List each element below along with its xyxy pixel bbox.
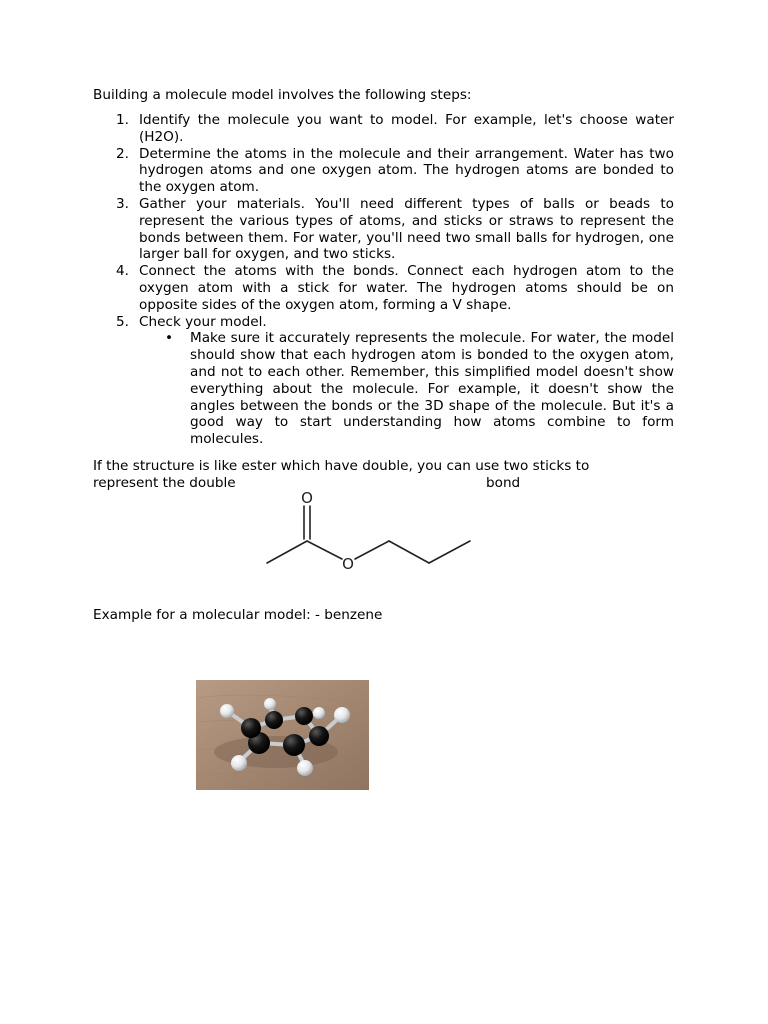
steps-list <box>93 112 674 448</box>
step-text: Check your model. <box>139 313 267 330</box>
step-item <box>93 263 674 313</box>
benzene-example-caption: Example for a molecular model: - benzene <box>93 607 383 623</box>
step-number: 5. <box>116 313 129 330</box>
step-text: Determine the atoms in the molecule and their arrangement. Water has two hydrogen atoms and one oxygen atom. The hydrogen atoms are bonded to the oxygen atom. <box>139 145 674 196</box>
step-number: 4. <box>116 263 129 280</box>
ch2-ch2-bond <box>389 541 429 563</box>
o-ch2-bond <box>355 541 389 559</box>
ester-c-o-bond <box>307 541 342 559</box>
step-item <box>93 112 674 146</box>
ester-paragraph-line1: If the structure is like ester which have double, you can use two sticks to <box>93 458 590 474</box>
step-item <box>93 314 674 448</box>
sub-bullet-text: Make sure it accurately represents the molecule. For water, the model should show that each hydrogen atom is bonded to the oxygen atom, and not to each other. Remember, this simplified model doesn't show everything about the molecule. For example, it doesn't show the angles between the bonds or the 3D shape of the molecule. But it's a good way to start understanding how atoms combine to form molecules. <box>190 330 674 448</box>
ether-oxygen-label: O <box>342 555 354 571</box>
ester-structure-diagram <box>256 487 474 571</box>
methyl-bond <box>267 541 307 563</box>
intro-text: Building a molecule model involves the following steps: <box>93 87 472 103</box>
ester-line2-right: bond <box>486 475 521 491</box>
bullet-icon: • <box>165 330 174 347</box>
step-number: 2. <box>116 145 129 162</box>
step-item <box>93 196 674 263</box>
step-text: Gather your materials. You'll need different types of balls or beads to represent the various types of atoms, and sticks or straws to represent the bonds between them. For water, you'll need two small balls for hydrogen, one larger ball for oxygen, and two sticks. <box>139 195 674 263</box>
ch2-ch3-bond <box>429 541 470 563</box>
ester-line2-left: represent the double <box>93 475 236 491</box>
carbonyl-oxygen-label: O <box>301 489 313 507</box>
step-text: Connect the atoms with the bonds. Connect each hydrogen atom to the oxygen atom with a stick for water. The hydrogen atoms should be on opposite sides of the oxygen atom, forming a V shape. <box>139 263 674 313</box>
sub-bullet-list <box>139 330 674 448</box>
step-item <box>93 146 674 196</box>
sub-bullet-item <box>139 330 674 448</box>
step-text: Identify the molecule you want to model. For example, let's choose water (H2O). <box>139 112 674 145</box>
step-number: 3. <box>116 195 129 212</box>
benzene-model-photo <box>196 680 369 790</box>
step-number: 1. <box>116 112 129 128</box>
